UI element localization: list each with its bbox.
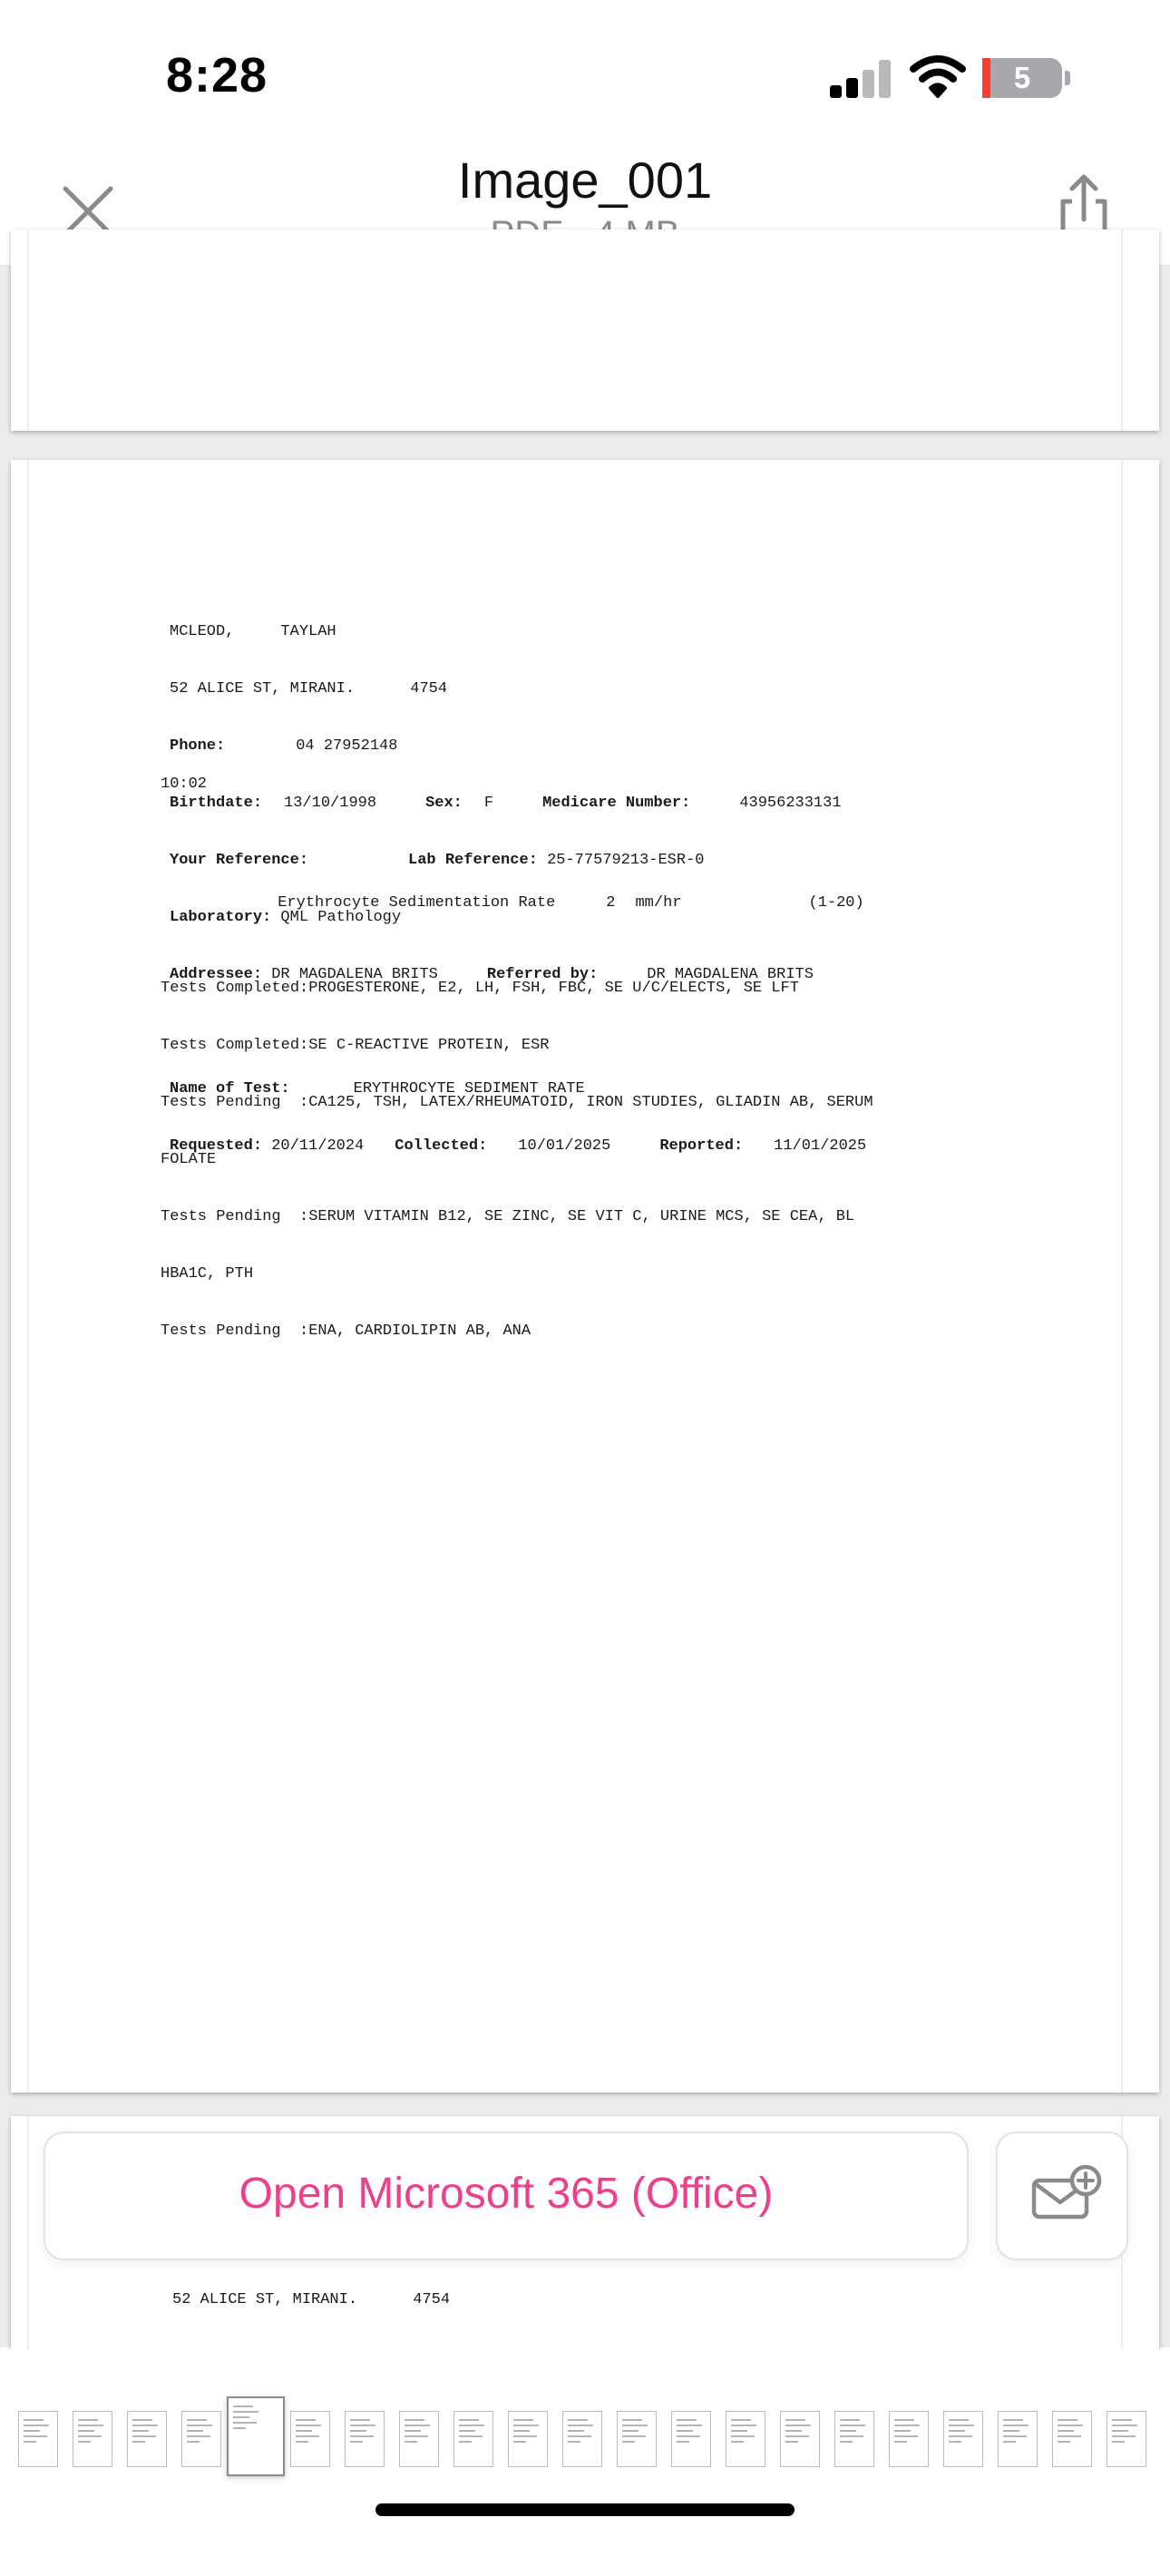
result-value: 2 — [606, 894, 616, 912]
pdf-viewer[interactable] — [0, 266, 1170, 2347]
lab-reference: 25-77579213-ESR-0 — [547, 852, 705, 869]
mail-add-icon — [998, 2133, 1126, 2259]
result-unit: mm/hr — [635, 894, 682, 912]
open-in-office-label: Open Microsoft 365 (Office) — [239, 2170, 774, 2218]
test-name-label: Name of Test: — [170, 1080, 290, 1098]
result-row — [222, 874, 864, 932]
page-thumbnail[interactable] — [671, 2411, 711, 2467]
reported-date: 11/01/2025 — [774, 1137, 867, 1155]
birthdate-label: Birthdate: — [170, 795, 263, 812]
reported-label: Reported: — [659, 1137, 744, 1155]
pdf-page-previous — [11, 229, 1159, 431]
patient-address: 52 ALICE ST, MIRANI. 4754 — [170, 680, 448, 698]
patient-phone: 04 27952148 — [296, 737, 398, 755]
page-thumbnail[interactable] — [181, 2411, 221, 2467]
tests-line: Tests Pending :ENA, CARDIOLIPIN AB, ANA — [161, 1322, 531, 1340]
page-thumbnail[interactable] — [290, 2411, 330, 2467]
requested-label: Requested: — [170, 1137, 263, 1155]
your-reference-label: Your Reference: — [170, 852, 309, 869]
addressee: DR MAGDALENA BRITS — [271, 966, 438, 983]
page-thumbnail[interactable] — [998, 2411, 1038, 2467]
medicare-label: Medicare Number: — [542, 795, 691, 812]
page-thumbnail[interactable] — [1052, 2411, 1092, 2467]
document-title: Image_001 — [457, 151, 713, 209]
page-thumbnail[interactable] — [18, 2411, 58, 2467]
status-time: 8:28 — [166, 48, 268, 102]
reported-time: 10:02 — [161, 776, 208, 793]
tests-line: Tests Pending :SERUM VITAMIN B12, SE ZINC, SE VIT C, URINE MCS, SE CEA, BL — [161, 1208, 855, 1225]
page-thumbnail[interactable] — [943, 2411, 983, 2467]
collected-label: Collected: — [395, 1137, 488, 1155]
addressee-label: Addressee: — [170, 966, 263, 983]
tests-status — [161, 941, 873, 1379]
test-name: ERYTHROCYTE SEDIMENT RATE — [353, 1080, 585, 1098]
page-thumbnail[interactable] — [345, 2411, 385, 2467]
phone-label: Phone: — [170, 737, 226, 755]
referred-by-label: Referred by: — [486, 966, 599, 983]
tests-line: Tests Completed:SE C-REACTIVE PROTEIN, ESR — [161, 1037, 550, 1054]
page-thumbnail[interactable] — [399, 2411, 439, 2467]
page-thumbnail[interactable] — [834, 2411, 874, 2467]
patient-birthdate: 13/10/1998 — [284, 795, 377, 812]
laboratory: QML Pathology — [280, 909, 402, 926]
tests-line: Tests Completed:PROGESTERONE, E2, LH, FSH, FBC, SE U/C/ELECTS, SE LFT — [161, 980, 799, 997]
tests-line: FOLATE — [161, 1151, 217, 1168]
page-thumbnails — [18, 2411, 1161, 2471]
page-thumbnail[interactable] — [617, 2411, 657, 2467]
home-indicator[interactable] — [375, 2503, 795, 2516]
lab-reference-label: Lab Reference: — [408, 852, 538, 869]
patient-sex: F — [483, 795, 494, 812]
medicare-number: 43956233131 — [739, 795, 842, 812]
page-thumbnail[interactable] — [73, 2411, 112, 2467]
result-range: (1-20) — [808, 894, 864, 912]
battery-icon — [982, 58, 1062, 98]
page-thumbnail[interactable] — [508, 2411, 548, 2467]
pdf-page-current — [11, 460, 1159, 2093]
collected-date: 10/01/2025 — [518, 1137, 611, 1155]
mail-add-button[interactable] — [996, 2132, 1128, 2260]
battery-tip — [1065, 71, 1070, 85]
cellular-signal-icon — [828, 56, 892, 98]
page-thumbnail[interactable] — [127, 2411, 167, 2467]
status-bar — [0, 0, 1170, 136]
open-in-office-button[interactable] — [44, 2132, 969, 2260]
next-address: 52 ALICE ST, MIRANI. 4754 — [172, 2291, 451, 2308]
page-thumbnail[interactable] — [889, 2411, 929, 2467]
result-name: Erythrocyte Sedimentation Rate — [278, 894, 556, 912]
tests-line: Tests Pending :CA125, TSH, LATEX/RHEUMATOID, IRON STUDIES, GLIADIN AB, SERUM — [161, 1094, 873, 1111]
requested-date: 20/11/2024 — [271, 1137, 365, 1155]
page-thumbnail-current[interactable] — [227, 2396, 285, 2476]
battery-level: 5 — [1013, 61, 1031, 94]
patient-name: MCLEOD, TAYLAH — [170, 623, 336, 640]
sex-label: Sex: — [425, 795, 463, 812]
page-thumbnail[interactable] — [562, 2411, 602, 2467]
wifi-icon — [910, 54, 966, 98]
page-thumbnail[interactable] — [780, 2411, 820, 2467]
page-thumbnail[interactable] — [1107, 2411, 1146, 2467]
page-thumbnail[interactable] — [726, 2411, 765, 2467]
referred-by: DR MAGDALENA BRITS — [647, 966, 814, 983]
laboratory-label: Laboratory: — [170, 909, 272, 926]
page-thumbnail[interactable] — [453, 2411, 493, 2467]
tests-line: HBA1C, PTH — [161, 1265, 254, 1283]
